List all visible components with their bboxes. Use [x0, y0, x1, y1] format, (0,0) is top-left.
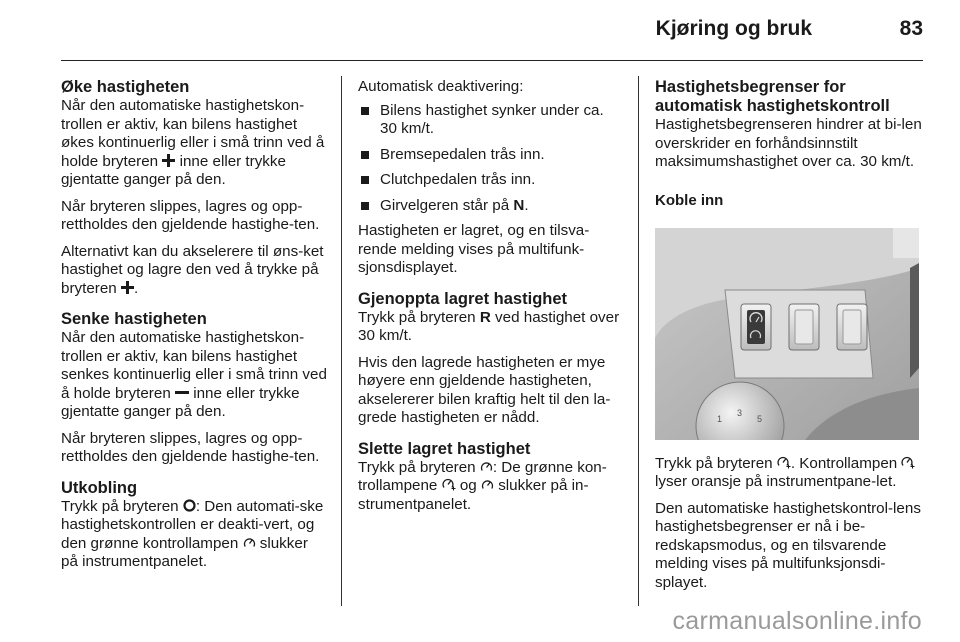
- section-heading: Senke hastigheten: [61, 310, 207, 328]
- speed-limiter-icon: [901, 455, 915, 469]
- cruise-control-icon: [480, 460, 493, 473]
- minus-icon: [175, 386, 189, 399]
- header-title: Kjøring og bruk: [655, 17, 812, 40]
- plus-icon: [162, 154, 175, 167]
- paragraph: Trykk på bryteren : Den automati-ske hastighetskontrollen er deakti-vert, og den grønne kontrollampen slukker på instrumentpanelet.: [61, 497, 324, 570]
- section-heading: Slette lagret hastighet: [358, 439, 531, 458]
- paragraph: Når bryteren slippes, lagres og opp-rettholdes den gjeldende hastighe-ten.: [61, 429, 320, 465]
- paragraph: Når den automatiske hastighetskon-trollen er aktiv, kan bilens hastighet senkes kontinuerlig eller i små trinn ved å holde bryteren inne eller trykke gjentatte ganger på den.: [61, 329, 327, 420]
- plus-icon: [121, 281, 134, 294]
- cruise-control-icon: [481, 478, 494, 491]
- subsection-heading: Koble inn: [655, 191, 724, 209]
- cruise-control-icon: [243, 536, 256, 549]
- column-3: [655, 78, 923, 600]
- paragraph: Hvis den lagrede hastigheten er mye høyere enn gjeldende hastigheten, akselererer bilen kraftig helt til den la-grede hastigheten er nådd.: [358, 353, 611, 426]
- paragraph: Hastighetsbegrenseren hindrer at bi-len overskrider en forhåndsinnstilt maksimumshastighet over ca. 30 km/t.: [655, 116, 922, 170]
- column-divider: [638, 76, 639, 606]
- header-rule: [61, 60, 923, 61]
- watermark: carmanualsonline.info: [672, 607, 922, 635]
- svg-text:1: 1: [717, 413, 723, 424]
- off-circle-icon: [183, 499, 196, 512]
- list-item: Bilens hastighet synker under ca. 30 km/t.: [358, 102, 624, 139]
- list-item: Bremsepedalen trås inn.: [358, 146, 624, 165]
- section-heading: Øke hastigheten: [61, 78, 190, 96]
- paragraph: Når bryteren slippes, lagres og opp-rettholdes den gjeldende hastighe-ten.: [61, 197, 320, 233]
- svg-text:5: 5: [757, 413, 763, 424]
- paragraph: Alternativt kan du akselerere til øns-ket hastighet og lagre den ved å trykke på bryteren .: [61, 242, 324, 297]
- column-1: [61, 78, 327, 580]
- paragraph: Hastigheten er lagret, og en tilsva-rende melding vises på multifunk-sjonsdisplayet.: [358, 222, 590, 276]
- list-item: Clutchpedalen trås inn.: [358, 171, 624, 190]
- paragraph: Automatisk deaktivering:: [358, 78, 524, 95]
- section-heading: Hastighetsbegrenser for automatisk hastighetskontroll: [655, 78, 890, 115]
- section-heading: Utkobling: [61, 478, 138, 497]
- page-number: 83: [899, 17, 923, 40]
- paragraph: Den automatiske hastighetskontrol-lens hastighetsbegrenser er nå i be-redskapsmodus, og en tilsvarende melding vises på multifunksjonsdi-splayet.: [655, 499, 921, 591]
- paragraph: Trykk på bryteren R ved hastighet over 30 km/t.: [358, 308, 620, 344]
- bullet-list: [358, 102, 624, 216]
- paragraph: Når den automatiske hastighetskon-trollen er aktiv, kan bilens hastighet økes kontinuerlig eller i små trinn ved å holde bryteren inne eller trykke gjentatte ganger på den.: [61, 97, 325, 188]
- dashboard-switch-photo: [655, 228, 919, 440]
- column-2: [358, 78, 624, 522]
- speed-limiter-icon: [442, 477, 456, 491]
- svg-text:3: 3: [737, 407, 743, 418]
- speed-limiter-icon: [777, 455, 791, 469]
- section-heading: Gjenoppta lagret hastighet: [358, 289, 568, 308]
- paragraph: Trykk på bryteren : De grønne kon-trollampene og slukker på in-strumentpanelet.: [358, 458, 607, 513]
- column-divider: [341, 76, 342, 606]
- list-item: Girvelgeren står på N.: [358, 197, 624, 216]
- paragraph: Trykk på bryteren . Kontrollampen lyser oransje på instrumentpane-let.: [655, 455, 923, 492]
